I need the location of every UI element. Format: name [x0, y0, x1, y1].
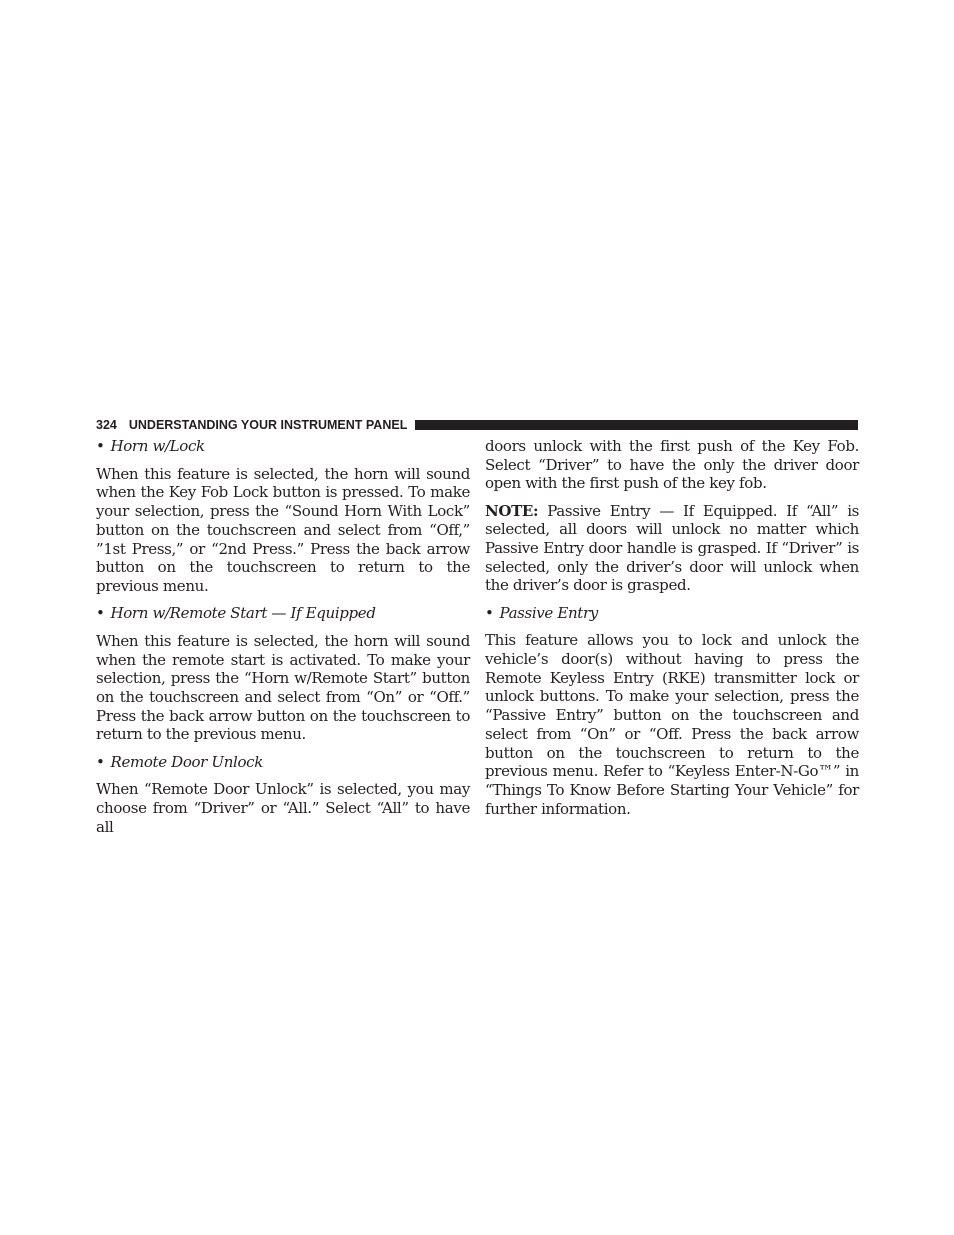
page-header [96, 417, 858, 433]
paragraph-door-unlock-continued: doors unlock with the first push of the Key Fob. Select “Driver” to have the only the driver door open with the first push of the key fob. [485, 437, 859, 493]
left-column [96, 437, 470, 845]
bullet-label: Passive Entry [499, 603, 598, 622]
bullet-dot: • [485, 603, 494, 622]
bullet-passive-entry [485, 604, 859, 623]
bullet-label: Horn w/Remote Start — If Equipped [110, 604, 376, 623]
bullet-remote-door-unlock [96, 753, 470, 772]
bullet-horn-lock [96, 437, 470, 456]
bullet-label: Remote Door Unlock [110, 752, 263, 771]
bullet-dot: • [96, 752, 105, 771]
section-title: UNDERSTANDING YOUR INSTRUMENT PANEL [128, 418, 408, 432]
bullet-label: Horn w/Lock [110, 437, 205, 455]
note-text: Passive Entry — If Equipped. If “All” is selected, all doors will unlock no matter which Passive Entry door handle is grasped. If “Driver” is selected, only the driver’s door will unlock when the driver’s door is grasped. [485, 501, 859, 595]
page-number: 324 [96, 418, 117, 432]
bullet-dot: • [96, 604, 105, 623]
bullet-dot: • [96, 437, 105, 455]
paragraph-horn-remote-start: When this feature is selected, the horn will sound when the remote start is activated. To make your selection, press the “Horn w/Remote Start” button on the touchscreen and select from “On” or “Off.” Press the back arrow button on the touchscreen to return to the previous menu. [96, 631, 470, 744]
paragraph-passive-entry: This feature allows you to lock and unlock the vehicle’s door(s) without having to press the Remote Keyless Entry (RKE) transmitter lock or unlock buttons. To make your selection, press the “Passive Entry” button on the touchscreen and select from “On” or “Off. Press the back arrow button on the touchscreen to return to the previous menu. Refer to “Keyless Enter-N-Go™” in “Things To Know Before Starting Your Vehicle” for further information. [485, 631, 859, 818]
right-column [485, 437, 859, 827]
note-paragraph [485, 502, 859, 596]
header-rule [415, 420, 858, 430]
paragraph-horn-lock: When this feature is selected, the horn will sound when the Key Fob Lock button is pressed. To make your selection, press the “Sound Horn With Lock” button on the touchscreen and select from “Off,” ”1st Press,” or “2nd Press.” Press the back arrow button on the touchscreen to return to the previous menu. [96, 464, 470, 595]
paragraph-remote-door-unlock: When “Remote Door Unlock” is selected, you may choose from “Driver” or “All.” Select “All” to have all [96, 780, 470, 836]
note-label: NOTE: [485, 501, 539, 520]
bullet-horn-remote-start [96, 604, 470, 623]
